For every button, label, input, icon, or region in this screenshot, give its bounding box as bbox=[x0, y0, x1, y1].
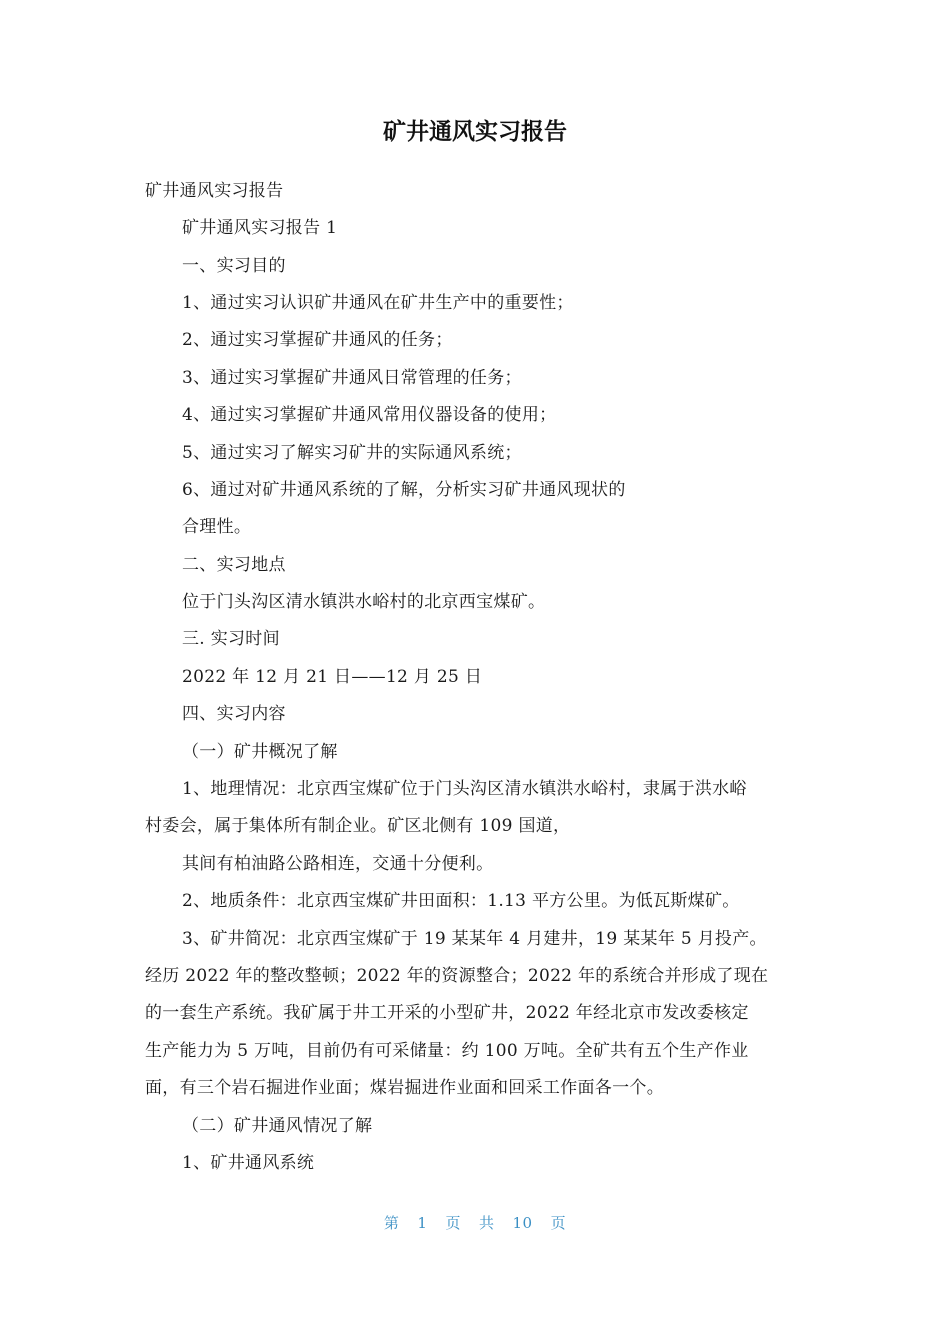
body-line: 的一套生产系统。我矿属于井工开采的小型矿井，2022 年经北京市发改委核定 bbox=[145, 1003, 749, 1023]
body-line: 生产能力为 5 万吨，目前仍有可采储量：约 100 万吨。全矿共有五个生产作业 bbox=[145, 1041, 749, 1061]
section-heading: 一、实习目的 bbox=[182, 256, 286, 276]
section-heading: 三. 实习时间 bbox=[182, 629, 280, 649]
current-page-number: 1 bbox=[417, 1214, 428, 1232]
footer-text: 页 bbox=[445, 1214, 461, 1232]
body-line: 3、通过实习掌握矿井通风日常管理的任务； bbox=[182, 368, 522, 388]
total-page-count: 10 bbox=[512, 1214, 533, 1232]
footer-text: 共 bbox=[478, 1214, 495, 1232]
body-line: 其间有柏油路公路相连，交通十分便利。 bbox=[182, 854, 494, 874]
body-line: 矿井通风实习报告 1 bbox=[182, 218, 338, 238]
body-line: 1、矿井通风系统 bbox=[182, 1153, 315, 1173]
subsection-heading: （一）矿井概况了解 bbox=[182, 742, 338, 762]
section-heading: 四、实习内容 bbox=[182, 704, 286, 724]
body-line: 经历 2022 年的整改整顿；2022 年的资源整合；2022 年的系统合并形成了现在 bbox=[145, 966, 769, 986]
section-heading: 二、实习地点 bbox=[182, 555, 286, 575]
body-line: 合理性。 bbox=[182, 517, 252, 537]
body-line: 2、通过实习掌握矿井通风的任务； bbox=[182, 330, 453, 350]
body-line: 面，有三个岩石掘进作业面；煤岩掘进作业面和回采工作面各一个。 bbox=[145, 1078, 664, 1098]
body-line: 矿井通风实习报告 bbox=[145, 181, 284, 201]
body-line: 1、通过实习认识矿井通风在矿井生产中的重要性； bbox=[182, 293, 574, 313]
body-line: 村委会，属于集体所有制企业。矿区北侧有 109 国道， bbox=[145, 816, 571, 836]
footer-text: 第 bbox=[383, 1214, 400, 1232]
body-line: 1、地理情况：北京西宝煤矿位于门头沟区清水镇洪水峪村，隶属于洪水峪 bbox=[182, 779, 747, 799]
body-line: 2022 年 12 月 21 日——12 月 25 日 bbox=[182, 667, 483, 687]
body-line: 5、通过实习了解实习矿井的实际通风系统； bbox=[182, 443, 522, 463]
page-footer bbox=[0, 1212, 950, 1234]
body-line: 3、矿井简况：北京西宝煤矿于 19 某某年 4 月建井，19 某某年 5 月投产。 bbox=[182, 929, 767, 949]
footer-text: 页 bbox=[550, 1214, 567, 1232]
body-line: 4、通过实习掌握矿井通风常用仪器设备的使用； bbox=[182, 405, 557, 425]
body-line: 6、通过对矿井通风系统的了解，分析实习矿井通风现状的 bbox=[182, 480, 626, 500]
body-line: 2、地质条件：北京西宝煤矿井田面积：1.13 平方公里。为低瓦斯煤矿。 bbox=[182, 891, 740, 911]
body-line: 位于门头沟区清水镇洪水峪村的北京西宝煤矿。 bbox=[182, 592, 546, 612]
subsection-heading: （二）矿井通风情况了解 bbox=[182, 1116, 373, 1136]
document-title: 矿井通风实习报告 bbox=[383, 119, 567, 145]
